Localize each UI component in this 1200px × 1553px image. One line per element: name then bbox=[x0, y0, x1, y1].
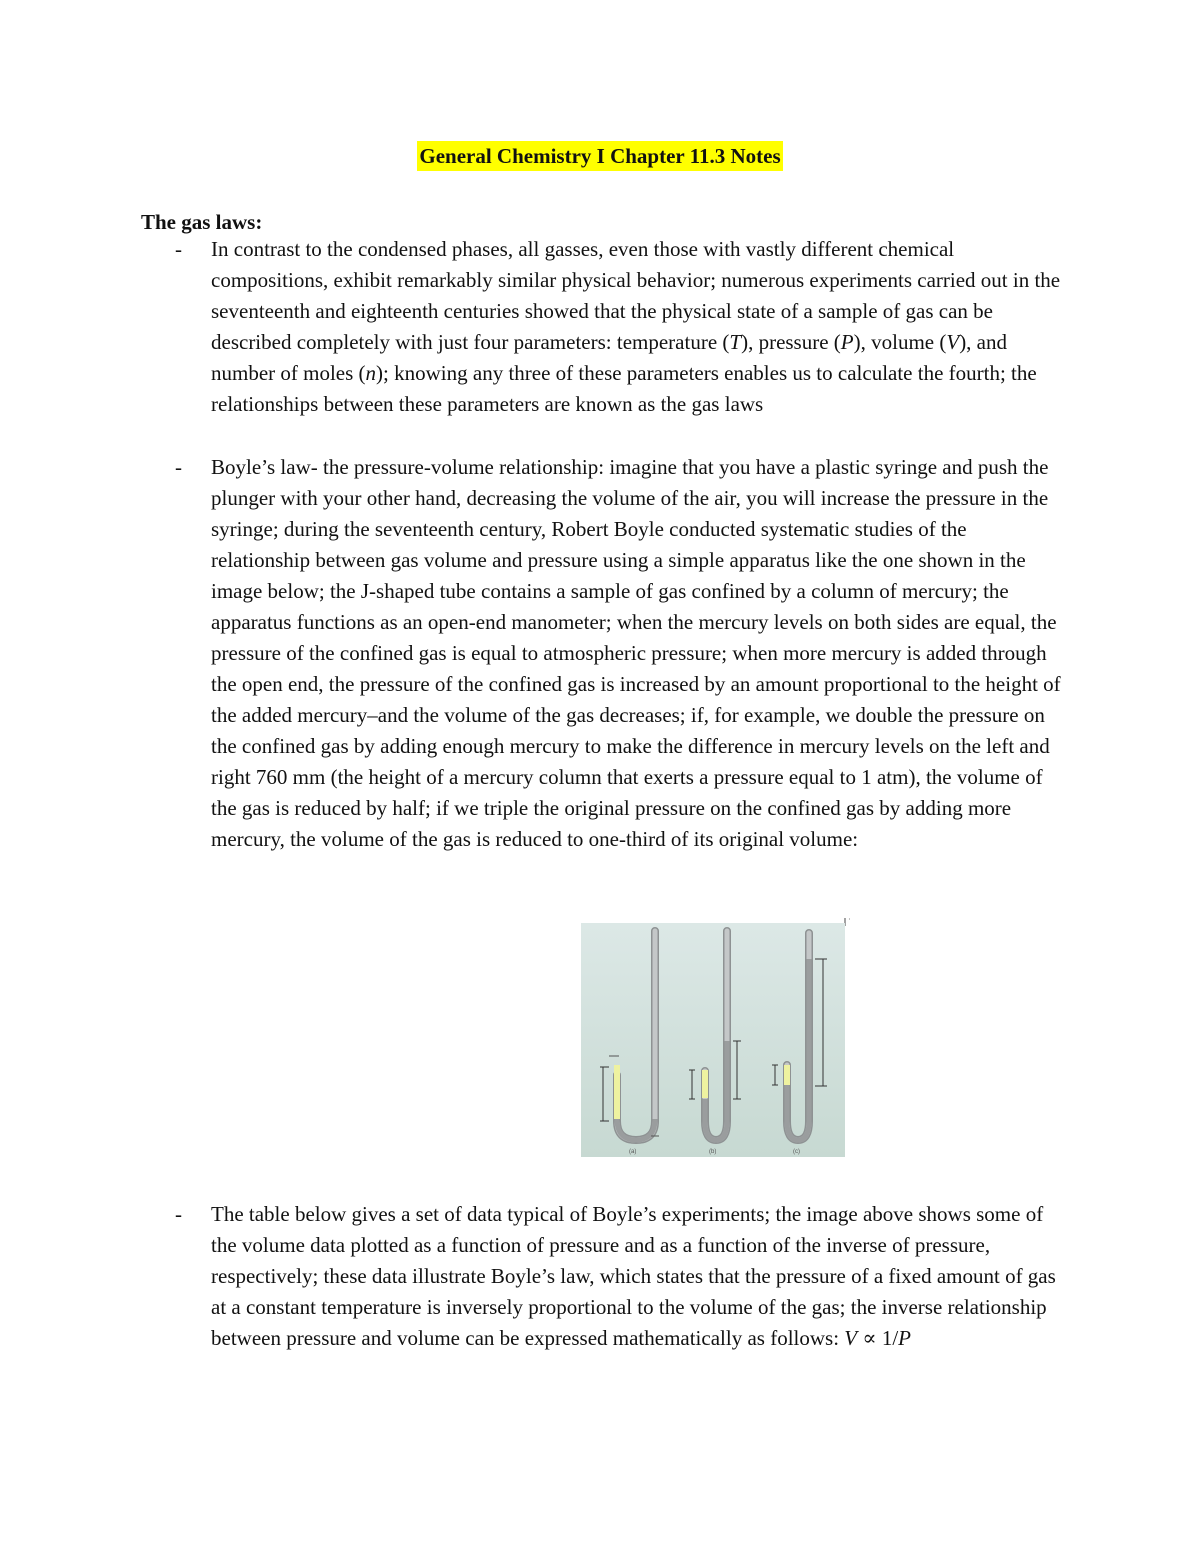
bullet-boyles-data bbox=[175, 1199, 1065, 1354]
var-temperature: T bbox=[729, 330, 742, 354]
boyle-apparatus-figure bbox=[581, 923, 845, 1157]
stray-mark bbox=[844, 913, 852, 923]
bullet-marker: - bbox=[175, 237, 182, 261]
bullet-boyles-law bbox=[175, 452, 1065, 855]
gas-column-b bbox=[702, 1070, 708, 1098]
page-title: General Chemistry I Chapter 11.3 Notes bbox=[417, 141, 782, 171]
bullet-marker: - bbox=[175, 455, 182, 479]
formula-proportional: ∝ 1/ bbox=[857, 1326, 899, 1350]
var-volume: V bbox=[946, 330, 960, 354]
var-moles: n bbox=[365, 361, 377, 385]
bullet-marker: - bbox=[175, 1202, 182, 1226]
panel-label-a: (a) bbox=[629, 1149, 637, 1155]
bullet-text: In contrast to the condensed phases, all gasses, even those with vastly different chemical compositions, exhibit remarkably similar physical behavior; numerous experiments carried out in the seventeenth and eighteenth centuries showed that the physical state of a sample of gas can be described completely with just four parameters: temperature (T), pressure (P), volume (V), and number of moles (n); knowing any three of these parameters enables us to calculate the fourth; the relationships between these parameters are known as the gas laws bbox=[211, 237, 1061, 416]
section-heading: The gas laws: bbox=[141, 210, 263, 234]
bullet-gas-parameters bbox=[175, 234, 1065, 420]
boyle-apparatus-svg bbox=[581, 923, 845, 1157]
gas-column-c bbox=[784, 1065, 790, 1085]
title-container bbox=[0, 141, 1200, 171]
gas-column-a bbox=[614, 1065, 620, 1119]
formula-volume: V bbox=[844, 1326, 858, 1350]
formula-pressure: P bbox=[898, 1326, 911, 1350]
panel-label-c: (c) bbox=[793, 1149, 800, 1155]
bullet-text: Boyle’s law- the pressure-volume relationship: imagine that you have a plastic syringe and push the plunger with your other hand, decreasing the volume of the air, you will increase the pressure in the syringe; during the seventeenth century, Robert Boyle conducted systematic studies of the relationship between gas volume and pressure using a simple apparatus like the one shown in the image below; the J-shaped tube contains a sample of gas confined by a column of mercury; the apparatus functions as an open-end manometer; when the mercury levels on both sides are equal, the pressure of the confined gas is equal to atmospheric pressure; when more mercury is added through the open end, the pressure of the confined gas is increased by an amount proportional to the height of the added mercury–and the volume of the gas decreases; if, for example, we double the pressure on the confined gas by adding enough mercury to make the difference in mercury levels on the left and right 760 mm (the height of a mercury column that exerts a pressure equal to 1 atm), the volume of the gas is reduced by half; if we triple the original pressure on the confined gas by adding more mercury, the volume of the gas is reduced to one-third of its original volume: bbox=[211, 455, 1061, 851]
panel-label-b: (b) bbox=[709, 1149, 717, 1155]
var-pressure: P bbox=[840, 330, 854, 354]
bullet-text: The table below gives a set of data typical of Boyle’s experiments; the image above shows some of the volume data plotted as a function of pressure and as a function of the inverse of pressure, respectively; these data illustrate Boyle’s law, which states that the pressure of a fixed amount of gas at a constant temperature is inversely proportional to the volume of the gas; the inverse relationship between pressure and volume can be expressed mathematically as follows: V ∝ 1/P bbox=[211, 1202, 1056, 1350]
